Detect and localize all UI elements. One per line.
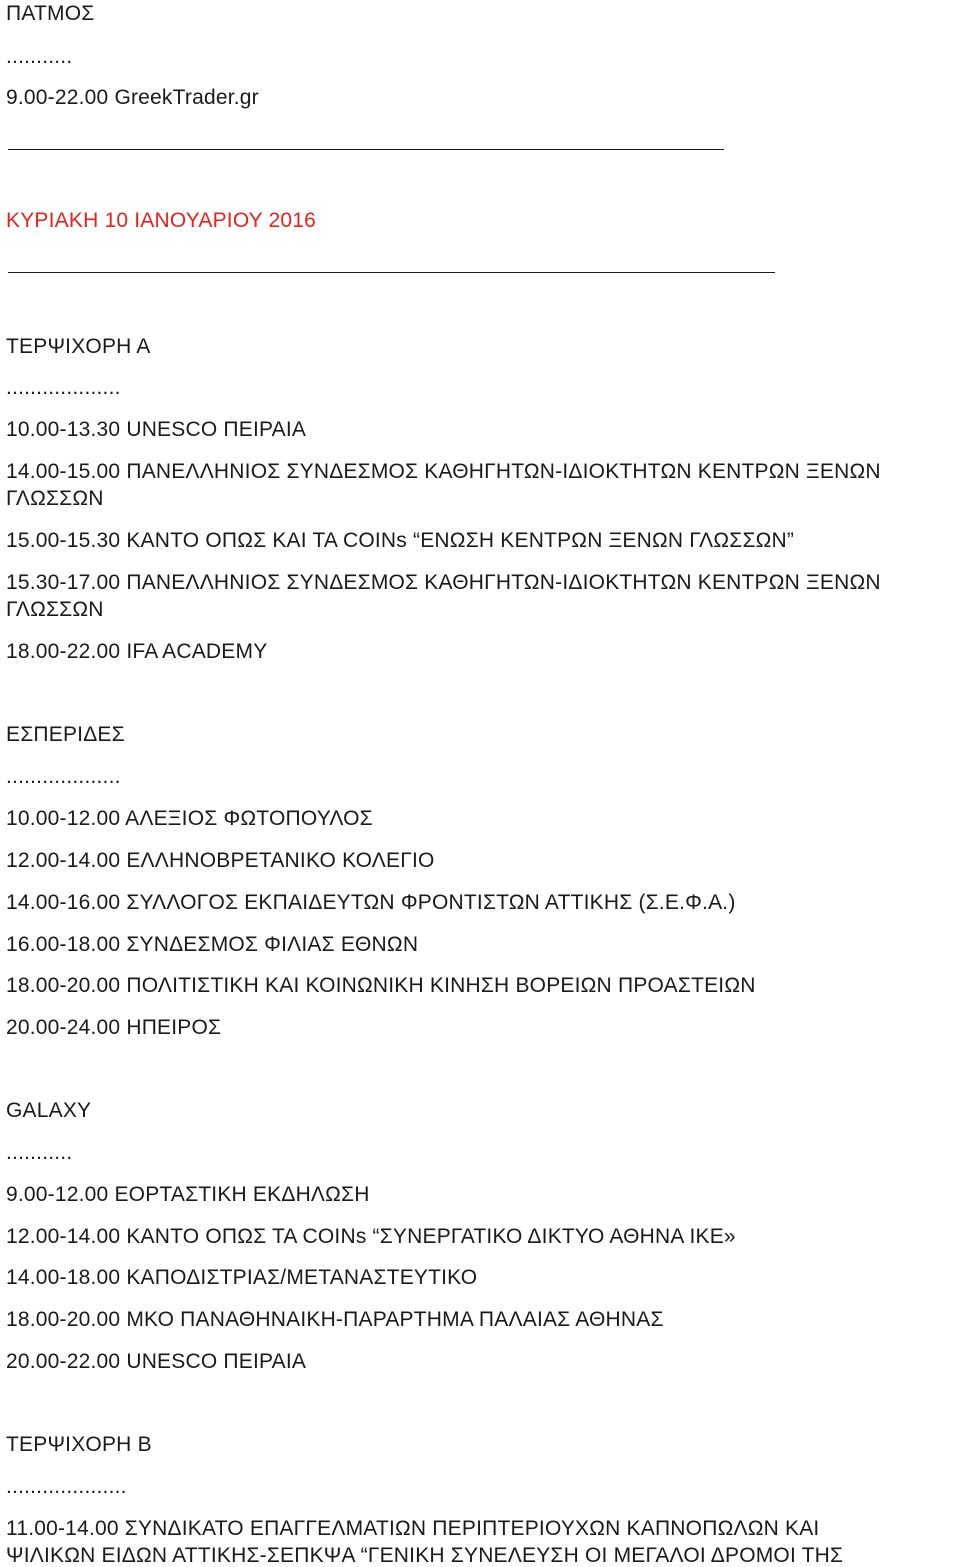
venue-heading-patmos: ΠΑΤΜΟΣ xyxy=(6,2,95,25)
schedule-entry: 10.00-13.30 UNESCO ΠΕΙΡΑΙΑ xyxy=(6,418,307,441)
dots-separator: ........... xyxy=(6,45,73,68)
schedule-entry: 11.00-14.00 ΣΥΝΔΙΚΑΤΟ ΕΠΑΓΓΕΛΜΑΤΙΩΝ ΠΕΡΙΠΤΕΡΙΟΥΧΩΝ ΚΑΠΝΟΠΩΛΩΝ ΚΑΙ xyxy=(6,1517,820,1540)
venue-heading-terpsichore-b: ΤΕΡΨΙΧΟΡΗ Β xyxy=(6,1433,152,1456)
horizontal-rule xyxy=(8,272,775,273)
schedule-entry: 14.00-15.00 ΠΑΝΕΛΛΗΝΙΟΣ ΣΥΝΔΕΣΜΟΣ ΚΑΘΗΓΗΤΩΝ-ΙΔΙΟΚΤΗΤΩΝ ΚΕΝΤΡΩΝ ΞΕΝΩΝ xyxy=(6,460,881,483)
schedule-entry: 9.00-12.00 ΕΟΡΤΑΣΤΙΚΗ ΕΚΔΗΛΩΣΗ xyxy=(6,1183,370,1206)
schedule-entry: 10.00-12.00 ΑΛΕΞΙΟΣ ΦΩΤΟΠΟΥΛΟΣ xyxy=(6,807,373,830)
schedule-entry-continuation: ΨΙΛΙΚΩΝ ΕΙΔΩΝ ΑΤΤΙΚΗΣ-ΣΕΠΚΨΑ “ΓΕΝΙΚΗ ΣΥΝΕΛΕΥΣΗ ΟΙ ΜΕΓΑΛΟΙ ΔΡΟΜΟΙ ΤΗΣ xyxy=(6,1544,844,1567)
schedule-entry: 18.00-20.00 ΠΟΛΙΤΙΣΤΙΚΗ ΚΑΙ ΚΟΙΝΩΝΙΚΗ ΚΙΝΗΣΗ ΒΟΡΕΙΩΝ ΠΡΟΑΣΤΕΙΩΝ xyxy=(6,974,756,997)
venue-heading-esperides: ΕΣΠΕΡΙΔΕΣ xyxy=(6,723,125,746)
day-heading: ΚΥΡΙΑΚΗ 10 ΙΑΝΟΥΑΡΙΟΥ 2016 xyxy=(6,209,317,232)
dots-separator: ................... xyxy=(6,765,121,788)
schedule-entry: 12.00-14.00 ΚΑΝΤΟ ΟΠΩΣ ΤΑ COINs “ΣΥΝΕΡΓΑΤΙΚΟ ΔΙΚΤΥΟ ΑΘΗΝΑ ΙΚΕ» xyxy=(6,1225,736,1248)
schedule-entry: 9.00-22.00 GreekTrader.gr xyxy=(6,86,259,109)
schedule-entry: 16.00-18.00 ΣΥΝΔΕΣΜΟΣ ΦΙΛΙΑΣ ΕΘΝΩΝ xyxy=(6,933,419,956)
schedule-entry: 15.30-17.00 ΠΑΝΕΛΛΗΝΙΟΣ ΣΥΝΔΕΣΜΟΣ ΚΑΘΗΓΗΤΩΝ-ΙΔΙΟΚΤΗΤΩΝ ΚΕΝΤΡΩΝ ΞΕΝΩΝ xyxy=(6,571,881,594)
schedule-entry: 18.00-22.00 IFA ACADEMY xyxy=(6,640,268,663)
schedule-entry: 12.00-14.00 ΕΛΛΗΝΟΒΡΕΤΑΝΙΚΟ ΚΟΛΕΓΙΟ xyxy=(6,849,435,872)
schedule-entry: 14.00-18.00 ΚΑΠΟΔΙΣΤΡΙΑΣ/ΜΕΤΑΝΑΣΤΕΥΤΙΚΟ xyxy=(6,1266,478,1289)
dots-separator: ................... xyxy=(6,376,121,399)
dots-separator: .................... xyxy=(6,1475,127,1498)
schedule-entry-continuation: ΓΛΩΣΣΩΝ xyxy=(6,487,104,510)
schedule-entry: 14.00-16.00 ΣΥΛΛΟΓΟΣ ΕΚΠΑΙΔΕΥΤΩΝ ΦΡΟΝΤΙΣΤΩΝ ΑΤΤΙΚΗΣ (Σ.Ε.Φ.Α.) xyxy=(6,891,736,914)
schedule-entry: 15.00-15.30 ΚΑΝΤΟ ΟΠΩΣ ΚΑΙ ΤΑ COINs “ΕΝΩΣΗ ΚΕΝΤΡΩΝ ΞΕΝΩΝ ΓΛΩΣΣΩΝ” xyxy=(6,529,795,552)
schedule-entry: 18.00-20.00 ΜΚΟ ΠΑΝΑΘΗΝΑΙΚΗ-ΠΑΡΑΡΤΗΜΑ ΠΑΛΑΙΑΣ ΑΘΗΝΑΣ xyxy=(6,1308,664,1331)
dots-separator: ........... xyxy=(6,1141,73,1164)
venue-heading-terpsichore-a: ΤΕΡΨΙΧΟΡΗ Α xyxy=(6,335,151,358)
schedule-entry: 20.00-22.00 UNESCO ΠΕΙΡΑΙΑ xyxy=(6,1350,307,1373)
horizontal-rule xyxy=(8,149,724,150)
schedule-entry: 20.00-24.00 ΗΠΕΙΡΟΣ xyxy=(6,1016,222,1039)
venue-heading-galaxy: GALAXY xyxy=(6,1099,92,1122)
schedule-entry-continuation: ΓΛΩΣΣΩΝ xyxy=(6,598,104,621)
